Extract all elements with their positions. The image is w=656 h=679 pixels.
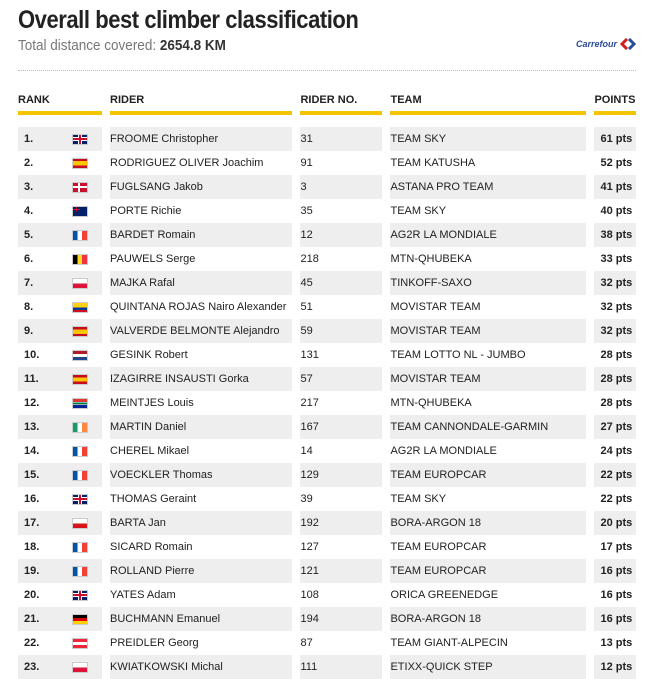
flag-cell [72,127,102,151]
points-cell: 22 pts [594,463,636,487]
team-name-link[interactable]: TEAM EUROPCAR [390,463,586,487]
fr-flag [72,542,88,553]
rider-number-cell: 131 [300,343,382,367]
team-name-link[interactable]: TEAM SKY [390,127,586,151]
flag-cell [72,511,102,535]
rider-number-cell: 127 [300,535,382,559]
team-name-link[interactable]: TEAM KATUSHA [390,151,586,175]
team-name-link[interactable]: TEAM EUROPCAR [390,559,586,583]
team-name-link[interactable]: MOVISTAR TEAM [390,295,586,319]
table-row[interactable] [18,151,636,175]
team-name-link[interactable]: MTN-QHUBEKA [390,391,586,415]
co-flag [72,302,88,313]
table-row[interactable] [18,295,636,319]
table-row[interactable] [18,463,636,487]
points-cell: 61 pts [594,127,636,151]
points-cell: 22 pts [594,487,636,511]
rider-number-cell: 59 [300,319,382,343]
climber-classification-table [18,94,636,679]
gb-flag [72,590,88,601]
points-cell: 32 pts [594,271,636,295]
rider-name-link[interactable]: BUCHMANN Emanuel [110,607,292,631]
table-row[interactable] [18,391,636,415]
points-cell: 41 pts [594,175,636,199]
table-row[interactable] [18,607,636,631]
rank-cell: 18. [18,535,72,559]
team-name-link[interactable]: AG2R LA MONDIALE [390,439,586,463]
rider-number-cell: 108 [300,583,382,607]
team-name-link[interactable]: TEAM GIANT-ALPECIN [390,631,586,655]
team-name-link[interactable]: MOVISTAR TEAM [390,319,586,343]
rank-cell: 3. [18,175,72,199]
flag-cell [72,631,102,655]
flag-cell [72,247,102,271]
rank-cell: 19. [18,559,72,583]
fr-flag [72,446,88,457]
points-cell: 16 pts [594,583,636,607]
gb-flag [72,134,88,145]
rider-number-cell: 218 [300,247,382,271]
rider-name-link[interactable]: GESINK Robert [110,343,292,367]
column-header-rider-no[interactable]: RIDER NO. [300,94,382,115]
au-flag [72,206,88,217]
rider-number-cell: 31 [300,127,382,151]
rider-number-cell: 194 [300,607,382,631]
team-name-link[interactable]: ETIXX-QUICK STEP [390,655,586,679]
rank-cell: 17. [18,511,72,535]
rider-number-cell: 35 [300,199,382,223]
za-flag [72,398,88,409]
rider-name-link[interactable]: THOMAS Geraint [110,487,292,511]
rider-name-link[interactable]: PREIDLER Georg [110,631,292,655]
cz-flag [72,518,88,529]
rank-cell: 7. [18,271,72,295]
rider-number-cell: 39 [300,487,382,511]
team-name-link[interactable]: TEAM EUROPCAR [390,535,586,559]
gb-flag [72,494,88,505]
table-row[interactable] [18,487,636,511]
rider-number-cell: 91 [300,151,382,175]
de-flag [72,614,88,625]
rider-name-link[interactable]: VOECKLER Thomas [110,463,292,487]
rider-name-link[interactable]: PAUWELS Serge [110,247,292,271]
table-row[interactable] [18,415,636,439]
flag-cell [72,175,102,199]
rider-number-cell: 14 [300,439,382,463]
points-cell: 27 pts [594,415,636,439]
rider-name-link[interactable]: RODRIGUEZ OLIVER Joachim [110,151,292,175]
points-cell: 13 pts [594,631,636,655]
rider-number-cell: 45 [300,271,382,295]
rider-name-link[interactable]: FUGLSANG Jakob [110,175,292,199]
rider-name-link[interactable]: MAJKA Rafal [110,271,292,295]
flag-cell [72,391,102,415]
flag-cell [72,535,102,559]
rank-cell: 11. [18,367,72,391]
rider-number-cell: 121 [300,559,382,583]
rider-number-cell: 167 [300,415,382,439]
points-cell: 28 pts [594,343,636,367]
table-row[interactable] [18,127,636,151]
rider-name-link[interactable]: YATES Adam [110,583,292,607]
flag-cell [72,463,102,487]
es-flag [72,326,88,337]
team-name-link[interactable]: BORA-ARGON 18 [390,607,586,631]
page-subtitle [18,37,226,54]
points-cell: 24 pts [594,439,636,463]
table-row[interactable] [18,439,636,463]
flag-cell [72,199,102,223]
flag-cell [72,655,102,679]
rider-name-link[interactable]: PORTE Richie [110,199,292,223]
team-name-link[interactable]: ORICA GREENEDGE [390,583,586,607]
rider-name-link[interactable]: IZAGIRRE INSAUSTI Gorka [110,367,292,391]
rank-cell: 8. [18,295,72,319]
column-header-rider[interactable]: RIDER [110,94,292,115]
points-cell: 16 pts [594,607,636,631]
table-row[interactable] [18,175,636,199]
rank-cell: 14. [18,439,72,463]
rider-name-link[interactable]: VALVERDE BELMONTE Alejandro [110,319,292,343]
fr-flag [72,566,88,577]
rank-cell: 20. [18,583,72,607]
rider-number-cell: 217 [300,391,382,415]
points-cell: 32 pts [594,295,636,319]
rank-cell: 22. [18,631,72,655]
points-cell: 28 pts [594,367,636,391]
rank-cell: 12. [18,391,72,415]
rank-cell: 13. [18,415,72,439]
header-divider [18,70,636,71]
sponsor-name: Carrefour [576,39,618,49]
rider-name-link[interactable]: KWIATKOWSKI Michal [110,655,292,679]
fr-flag [72,230,88,241]
column-header-rank[interactable]: RANK [18,94,102,115]
rider-number-cell: 3 [300,175,382,199]
fr-flag [72,470,88,481]
flag-cell [72,151,102,175]
table-row[interactable] [18,319,636,343]
flag-cell [72,559,102,583]
flag-cell [72,439,102,463]
rider-number-cell: 51 [300,295,382,319]
flag-cell [72,415,102,439]
team-name-link[interactable]: MTN-QHUBEKA [390,247,586,271]
rider-number-cell: 12 [300,223,382,247]
sponsor-logo[interactable] [576,38,636,50]
flag-cell [72,223,102,247]
team-name-link[interactable]: TINKOFF-SAXO [390,271,586,295]
rider-name-link[interactable]: QUINTANA ROJAS Nairo Alexander [110,295,292,319]
rider-name-link[interactable]: SICARD Romain [110,535,292,559]
points-cell: 40 pts [594,199,636,223]
table-row[interactable] [18,583,636,607]
table-row[interactable] [18,535,636,559]
points-cell: 20 pts [594,511,636,535]
flag-cell [72,367,102,391]
table-row[interactable] [18,199,636,223]
table-row[interactable] [18,559,636,583]
at-flag [72,638,88,649]
table-row[interactable] [18,223,636,247]
rank-cell: 5. [18,223,72,247]
points-cell: 32 pts [594,319,636,343]
rider-name-link[interactable]: ROLLAND Pierre [110,559,292,583]
rider-name-link[interactable]: BARTA Jan [110,511,292,535]
rank-cell: 2. [18,151,72,175]
rank-cell: 4. [18,199,72,223]
rider-number-cell: 111 [300,655,382,679]
column-header-team[interactable]: TEAM [390,94,586,115]
rider-number-cell: 57 [300,367,382,391]
rider-name-link[interactable]: MEINTJES Louis [110,391,292,415]
table-row[interactable] [18,247,636,271]
table-row[interactable] [18,271,636,295]
rank-cell: 1. [18,127,72,151]
rank-cell: 23. [18,655,72,679]
points-cell: 33 pts [594,247,636,271]
column-header-points[interactable]: POINTS [594,94,636,115]
team-name-link[interactable]: TEAM CANNONDALE-GARMIN [390,415,586,439]
points-cell: 38 pts [594,223,636,247]
team-name-link[interactable]: TEAM LOTTO NL - JUMBO [390,343,586,367]
distance-label: Total distance covered: [18,37,157,54]
team-name-link[interactable]: ASTANA PRO TEAM [390,175,586,199]
table-row[interactable] [18,343,636,367]
flag-cell [72,607,102,631]
pl-flag [72,662,88,673]
flag-cell [72,271,102,295]
rider-name-link[interactable]: BARDET Romain [110,223,292,247]
carrefour-icon [620,38,636,50]
rank-cell: 10. [18,343,72,367]
team-name-link[interactable]: TEAM SKY [390,487,586,511]
rider-name-link[interactable]: MARTIN Daniel [110,415,292,439]
table-row[interactable] [18,631,636,655]
rank-cell: 15. [18,463,72,487]
flag-cell [72,583,102,607]
distance-value: 2654.8 KM [159,37,226,54]
ie-flag [72,422,88,433]
flag-cell [72,343,102,367]
page-title: Overall best climber classification [18,6,359,34]
es-flag [72,158,88,169]
team-name-link[interactable]: AG2R LA MONDIALE [390,223,586,247]
rank-cell: 6. [18,247,72,271]
points-cell: 17 pts [594,535,636,559]
pl-flag [72,278,88,289]
rider-name-link[interactable]: FROOME Christopher [110,127,292,151]
rider-number-cell: 129 [300,463,382,487]
rank-cell: 21. [18,607,72,631]
rank-cell: 9. [18,319,72,343]
points-cell: 12 pts [594,655,636,679]
rank-cell: 16. [18,487,72,511]
points-cell: 16 pts [594,559,636,583]
team-name-link[interactable]: MOVISTAR TEAM [390,367,586,391]
rider-number-cell: 192 [300,511,382,535]
flag-cell [72,487,102,511]
rider-number-cell: 87 [300,631,382,655]
table-row[interactable] [18,511,636,535]
team-name-link[interactable]: BORA-ARGON 18 [390,511,586,535]
be-flag [72,254,88,265]
flag-cell [72,319,102,343]
team-name-link[interactable]: TEAM SKY [390,199,586,223]
dk-flag [72,182,88,193]
rider-name-link[interactable]: CHEREL Mikael [110,439,292,463]
points-cell: 28 pts [594,391,636,415]
table-row[interactable] [18,367,636,391]
table-row[interactable] [18,655,636,679]
points-cell: 52 pts [594,151,636,175]
es-flag [72,374,88,385]
flag-cell [72,295,102,319]
nl-flag [72,350,88,361]
